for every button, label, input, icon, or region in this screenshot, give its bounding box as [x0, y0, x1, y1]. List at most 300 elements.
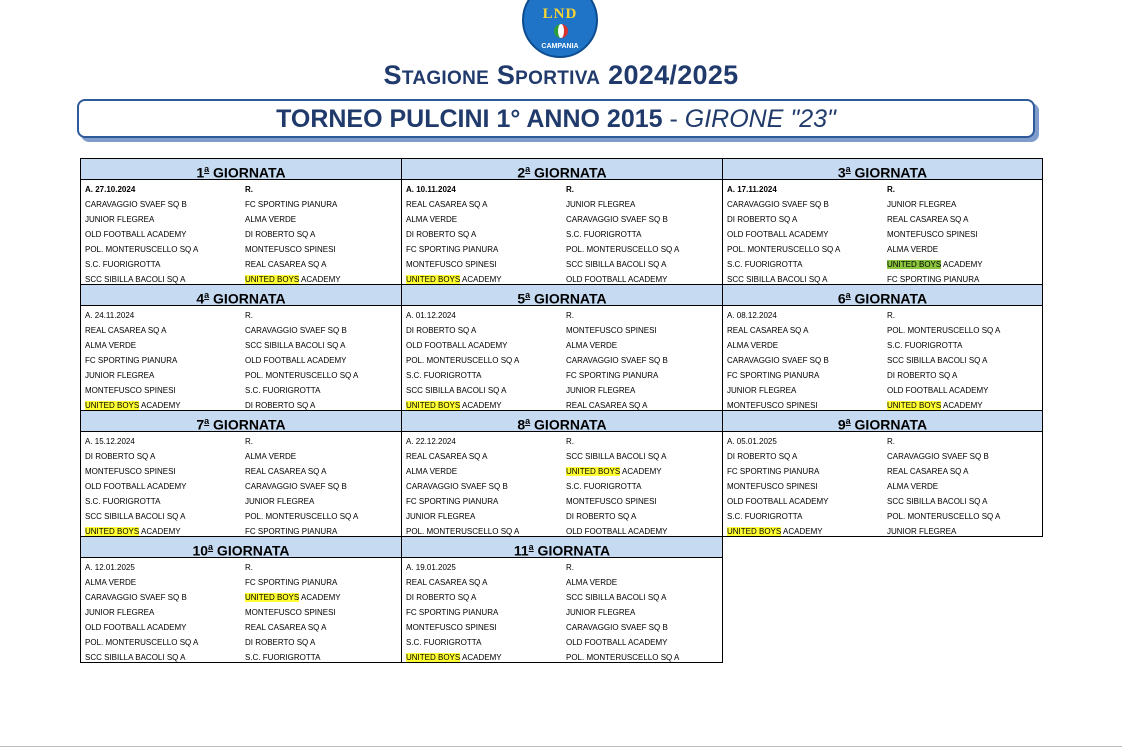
team-name-rest: ACADEMY	[299, 275, 341, 284]
date-row	[81, 182, 401, 197]
away-team: MONTEFUSCO SPINESI	[566, 497, 657, 506]
round-date: A. 17.11.2024	[727, 185, 777, 194]
match-row	[723, 383, 1042, 398]
round-matches	[81, 434, 401, 539]
home-team: CARAVAGGIO SVAEF SQ B	[85, 593, 187, 602]
away-team: FC SPORTING PIANURA	[245, 527, 338, 536]
match-row	[81, 242, 401, 257]
away-team: ALMA VERDE	[245, 452, 297, 461]
home-team: DI ROBERTO SQ A	[727, 215, 798, 224]
round-word: GIORNATA	[209, 164, 286, 181]
round-matches	[402, 560, 722, 665]
away-team: REAL CASAREA SQ A	[245, 623, 327, 632]
home-team: S.C. FUORIGROTTA	[85, 497, 161, 506]
home-team: MONTEFUSCO SPINESI	[406, 260, 497, 269]
date-row	[81, 434, 401, 449]
round-4	[80, 284, 402, 411]
round-ordinal: a	[525, 164, 531, 174]
home-team: DI ROBERTO SQ A	[406, 593, 477, 602]
home-team: REAL CASAREA SQ A	[406, 578, 488, 587]
away-team: DI ROBERTO SQ A	[245, 638, 316, 647]
away-team: REAL CASAREA SQ A	[245, 467, 327, 476]
date-row	[81, 308, 401, 323]
round-header	[723, 411, 1042, 432]
highlighted-team: UNITED BOYS	[887, 260, 942, 269]
logo-ball-icon	[554, 24, 568, 38]
round-matches	[81, 308, 401, 413]
team-name-rest: ACADEMY	[460, 653, 502, 662]
round-matches	[723, 182, 1042, 287]
match-row	[81, 650, 401, 665]
match-row	[81, 323, 401, 338]
match-row	[402, 620, 722, 635]
round-number: 6	[837, 290, 846, 307]
away-team: SCC SIBILLA BACOLI SQ A	[245, 341, 346, 350]
tournament-separator: -	[669, 105, 678, 133]
match-row	[723, 524, 1042, 539]
round-number: 3	[837, 164, 846, 181]
away-team: JUNIOR FLEGREA	[245, 497, 315, 506]
return-label: R.	[566, 437, 574, 446]
home-team: DI ROBERTO SQ A	[406, 326, 477, 335]
match-row	[402, 509, 722, 524]
date-row	[402, 308, 722, 323]
round-ordinal: a	[845, 416, 851, 426]
home-team: JUNIOR FLEGREA	[85, 371, 155, 380]
away-team: DI ROBERTO SQ A	[566, 512, 637, 521]
round-ordinal: a	[845, 290, 851, 300]
home-team: SCC SIBILLA BACOLI SQ A	[85, 512, 186, 521]
home-team	[723, 524, 883, 539]
match-row	[723, 353, 1042, 368]
home-team: ALMA VERDE	[727, 341, 779, 350]
away-team: FC SPORTING PIANURA	[245, 578, 338, 587]
round-date: A. 24.11.2024	[85, 311, 135, 320]
team-name-rest: ACADEMY	[299, 593, 341, 602]
date-row	[723, 308, 1042, 323]
round-ordinal: a	[204, 416, 210, 426]
round-word: GIORNATA	[530, 164, 607, 181]
match-row	[81, 590, 401, 605]
away-team: DI ROBERTO SQ A	[887, 371, 958, 380]
match-row	[81, 575, 401, 590]
round-header	[81, 411, 401, 432]
home-team: ALMA VERDE	[85, 578, 137, 587]
away-team: JUNIOR FLEGREA	[566, 200, 636, 209]
return-label: R.	[566, 563, 574, 572]
match-row	[402, 464, 722, 479]
away-team: CARAVAGGIO SVAEF SQ B	[245, 326, 347, 335]
round-word: GIORNATA	[213, 542, 290, 559]
away-team: ALMA VERDE	[245, 215, 297, 224]
away-team: OLD FOOTBALL ACADEMY	[566, 638, 668, 647]
team-name-rest: ACADEMY	[460, 275, 502, 284]
home-team: CARAVAGGIO SVAEF SQ B	[406, 482, 508, 491]
team-name-rest: ACADEMY	[139, 401, 181, 410]
home-team: CARAVAGGIO SVAEF SQ B	[727, 200, 829, 209]
round-ordinal: a	[204, 290, 210, 300]
round-matches	[402, 182, 722, 287]
round-3	[722, 158, 1043, 285]
highlighted-team: UNITED BOYS	[406, 653, 461, 662]
away-team: S.C. FUORIGROTTA	[245, 386, 321, 395]
highlighted-team: UNITED BOYS	[406, 275, 461, 284]
home-team: S.C. FUORIGROTTA	[727, 260, 803, 269]
home-team: MONTEFUSCO SPINESI	[85, 467, 176, 476]
return-label: R.	[245, 437, 253, 446]
date-row	[723, 434, 1042, 449]
match-row	[402, 383, 722, 398]
home-team: FC SPORTING PIANURA	[85, 356, 178, 365]
home-team: POL. MONTERUSCELLO SQ A	[406, 356, 520, 365]
round-number: 11	[513, 542, 529, 559]
away-team: POL. MONTERUSCELLO SQ A	[887, 326, 1001, 335]
home-team: REAL CASAREA SQ A	[727, 326, 809, 335]
home-team: ALMA VERDE	[406, 467, 458, 476]
home-team: JUNIOR FLEGREA	[85, 215, 155, 224]
round-date: A. 19.01.2025	[406, 563, 456, 572]
round-word: GIORNATA	[209, 416, 286, 433]
round-matches	[402, 434, 722, 539]
home-team: SCC SIBILLA BACOLI SQ A	[727, 275, 828, 284]
match-row	[723, 494, 1042, 509]
away-team: OLD FOOTBALL ACADEMY	[566, 275, 668, 284]
home-team: POL. MONTERUSCELLO SQ A	[85, 638, 199, 647]
match-row	[81, 494, 401, 509]
away-team: SCC SIBILLA BACOLI SQ A	[566, 593, 667, 602]
match-row	[81, 605, 401, 620]
return-label: R.	[566, 185, 574, 194]
highlighted-team: UNITED BOYS	[566, 467, 621, 476]
round-word: GIORNATA	[850, 164, 928, 181]
away-team: ALMA VERDE	[887, 482, 939, 491]
away-team: S.C. FUORIGROTTA	[566, 482, 642, 491]
away-team: S.C. FUORIGROTTA	[245, 653, 321, 662]
home-team: S.C. FUORIGROTTA	[85, 260, 161, 269]
return-label: R.	[245, 563, 253, 572]
home-team: S.C. FUORIGROTTA	[406, 371, 482, 380]
home-team: FC SPORTING PIANURA	[406, 497, 499, 506]
away-team: DI ROBERTO SQ A	[245, 230, 316, 239]
home-team: OLD FOOTBALL ACADEMY	[727, 230, 829, 239]
match-row	[402, 257, 722, 272]
round-6	[722, 284, 1043, 411]
home-team: SCC SIBILLA BACOLI SQ A	[85, 653, 186, 662]
round-word: GIORNATA	[533, 542, 611, 559]
away-team: ALMA VERDE	[566, 341, 618, 350]
fixtures-grid	[80, 158, 1042, 662]
away-team: FC SPORTING PIANURA	[887, 275, 980, 284]
round-word: GIORNATA	[530, 416, 607, 433]
round-matches	[81, 182, 401, 287]
group-value: "23"	[790, 105, 836, 133]
round-date: A. 10.11.2024	[406, 185, 456, 194]
team-name-rest: ACADEMY	[781, 527, 823, 536]
away-team: SCC SIBILLA BACOLI SQ A	[887, 497, 988, 506]
date-row	[402, 560, 722, 575]
match-row	[402, 635, 722, 650]
away-team: POL. MONTERUSCELLO SQ A	[887, 512, 1001, 521]
home-team: FC SPORTING PIANURA	[727, 467, 820, 476]
match-row	[402, 323, 722, 338]
home-team: MONTEFUSCO SPINESI	[85, 386, 176, 395]
round-number: 2	[517, 164, 526, 181]
round-header	[81, 159, 401, 180]
round-9	[722, 410, 1043, 537]
highlighted-team: UNITED BOYS	[245, 593, 300, 602]
round-matches	[81, 560, 401, 665]
match-row	[402, 227, 722, 242]
round-date: A. 27.10.2024	[85, 185, 136, 194]
match-row	[402, 353, 722, 368]
away-team: REAL CASAREA SQ A	[566, 401, 648, 410]
round-7	[80, 410, 402, 537]
home-team: OLD FOOTBALL ACADEMY	[85, 623, 187, 632]
match-row	[81, 368, 401, 383]
match-row	[81, 635, 401, 650]
round-header	[81, 285, 401, 306]
round-ordinal: a	[208, 542, 214, 552]
away-team: MONTEFUSCO SPINESI	[566, 326, 657, 335]
away-team: JUNIOR FLEGREA	[566, 608, 636, 617]
round-word: GIORNATA	[209, 290, 286, 307]
round-word: GIORNATA	[850, 416, 928, 433]
round-number: 9	[837, 416, 846, 433]
team-name-rest: ACADEMY	[139, 527, 181, 536]
home-team: REAL CASAREA SQ A	[406, 452, 488, 461]
match-row	[81, 449, 401, 464]
away-team: CARAVAGGIO SVAEF SQ B	[566, 215, 668, 224]
away-team: SCC SIBILLA BACOLI SQ A	[566, 260, 667, 269]
match-row	[723, 368, 1042, 383]
home-team: S.C. FUORIGROTTA	[406, 638, 482, 647]
away-team: OLD FOOTBALL ACADEMY	[566, 527, 668, 536]
round-matches	[723, 308, 1042, 413]
round-header	[402, 285, 722, 306]
away-team	[883, 257, 1042, 272]
date-row	[402, 182, 722, 197]
tournament-banner	[77, 99, 1035, 138]
match-row	[402, 449, 722, 464]
away-team: OLD FOOTBALL ACADEMY	[245, 356, 347, 365]
away-team: SCC SIBILLA BACOLI SQ A	[566, 452, 667, 461]
round-header	[723, 285, 1042, 306]
match-row	[723, 197, 1042, 212]
home-team: REAL CASAREA SQ A	[85, 326, 167, 335]
home-team: CARAVAGGIO SVAEF SQ B	[85, 200, 187, 209]
home-team: DI ROBERTO SQ A	[727, 452, 798, 461]
match-row	[402, 590, 722, 605]
home-team: DI ROBERTO SQ A	[406, 230, 477, 239]
tournament-title: TORNEO PULCINI 1° ANNO 2015	[276, 105, 663, 133]
match-row	[81, 464, 401, 479]
match-row	[723, 227, 1042, 242]
match-row	[81, 509, 401, 524]
round-date: A. 15.12.2024	[85, 437, 135, 446]
return-label: R.	[887, 311, 895, 320]
match-row	[402, 494, 722, 509]
home-team: FC SPORTING PIANURA	[406, 245, 499, 254]
away-team: POL. MONTERUSCELLO SQ A	[245, 512, 359, 521]
home-team: ALMA VERDE	[85, 341, 137, 350]
highlighted-team: UNITED BOYS	[85, 401, 140, 410]
match-row	[402, 338, 722, 353]
match-row	[723, 242, 1042, 257]
away-team: MONTEFUSCO SPINESI	[245, 245, 336, 254]
round-date: A. 08.12.2024	[727, 311, 777, 320]
round-date: A. 12.01.2025	[85, 563, 135, 572]
away-team: POL. MONTERUSCELLO SQ A	[245, 371, 359, 380]
round-header	[402, 411, 722, 432]
match-row	[402, 479, 722, 494]
round-date: A. 01.12.2024	[406, 311, 456, 320]
home-team: OLD FOOTBALL ACADEMY	[406, 341, 508, 350]
date-row	[723, 182, 1042, 197]
away-team: FC SPORTING PIANURA	[245, 200, 338, 209]
round-number: 8	[517, 416, 526, 433]
away-team: DI ROBERTO SQ A	[245, 401, 316, 410]
home-team: JUNIOR FLEGREA	[85, 608, 155, 617]
away-team: JUNIOR FLEGREA	[887, 200, 957, 209]
away-team: ALMA VERDE	[566, 578, 618, 587]
home-team: FC SPORTING PIANURA	[406, 608, 499, 617]
match-row	[402, 605, 722, 620]
round-number: 10	[192, 542, 209, 559]
match-row	[81, 353, 401, 368]
team-name-rest: ACADEMY	[620, 467, 662, 476]
round-ordinal: a	[845, 164, 851, 174]
away-team: MONTEFUSCO SPINESI	[245, 608, 336, 617]
round-number: 4	[196, 290, 205, 307]
return-label: R.	[245, 185, 253, 194]
away-team: CARAVAGGIO SVAEF SQ B	[566, 623, 668, 632]
match-row	[81, 257, 401, 272]
home-team: POL. MONTERUSCELLO SQ A	[406, 527, 520, 536]
date-row	[81, 560, 401, 575]
match-row	[723, 464, 1042, 479]
match-row	[723, 257, 1042, 272]
match-row	[402, 650, 722, 665]
match-row	[81, 338, 401, 353]
match-row	[81, 383, 401, 398]
home-team: POL. MONTERUSCELLO SQ A	[727, 245, 841, 254]
page-bottom-divider	[0, 746, 1122, 747]
home-team: JUNIOR FLEGREA	[406, 512, 476, 521]
match-row	[81, 227, 401, 242]
lnd-logo	[522, 0, 598, 58]
home-team: OLD FOOTBALL ACADEMY	[85, 230, 187, 239]
home-team: MONTEFUSCO SPINESI	[727, 401, 818, 410]
return-label: R.	[887, 185, 895, 194]
home-team: MONTEFUSCO SPINESI	[727, 482, 818, 491]
round-header	[402, 159, 722, 180]
match-row	[81, 197, 401, 212]
match-row	[402, 575, 722, 590]
match-row	[723, 479, 1042, 494]
away-team: POL. MONTERUSCELLO SQ A	[566, 653, 680, 662]
home-team: DI ROBERTO SQ A	[85, 452, 156, 461]
away-team: CARAVAGGIO SVAEF SQ B	[887, 452, 989, 461]
match-row	[723, 212, 1042, 227]
away-team: SCC SIBILLA BACOLI SQ A	[887, 356, 988, 365]
round-number: 5	[517, 290, 526, 307]
return-label: R.	[245, 311, 253, 320]
round-matches	[723, 434, 1042, 539]
away-team: REAL CASAREA SQ A	[887, 215, 969, 224]
round-word: GIORNATA	[530, 290, 607, 307]
round-5	[401, 284, 723, 411]
home-team: SCC SIBILLA BACOLI SQ A	[85, 275, 186, 284]
highlighted-team: UNITED BOYS	[406, 401, 461, 410]
match-row	[723, 449, 1042, 464]
round-date: A. 22.12.2024	[406, 437, 456, 446]
home-team: REAL CASAREA SQ A	[406, 200, 488, 209]
round-word: GIORNATA	[850, 290, 928, 307]
group-label: GIRONE	[684, 105, 784, 133]
home-team	[402, 650, 562, 665]
away-team: OLD FOOTBALL ACADEMY	[887, 386, 989, 395]
match-row	[723, 509, 1042, 524]
date-row	[402, 434, 722, 449]
away-team: JUNIOR FLEGREA	[887, 527, 957, 536]
away-team: CARAVAGGIO SVAEF SQ B	[566, 356, 668, 365]
round-header	[81, 537, 401, 558]
logo-region: CAMPANIA	[541, 43, 579, 50]
match-row	[81, 479, 401, 494]
round-number: 1	[196, 164, 205, 181]
round-ordinal: a	[525, 290, 531, 300]
highlighted-team: UNITED BOYS	[85, 527, 140, 536]
round-date: A. 05.01.2025	[727, 437, 777, 446]
away-team: REAL CASAREA SQ A	[887, 467, 969, 476]
match-row	[81, 212, 401, 227]
away-team: CARAVAGGIO SVAEF SQ B	[245, 482, 347, 491]
match-row	[723, 338, 1042, 353]
away-team: S.C. FUORIGROTTA	[887, 341, 963, 350]
match-row	[402, 368, 722, 383]
round-header	[402, 537, 722, 558]
round-matches	[402, 308, 722, 413]
home-team: MONTEFUSCO SPINESI	[406, 623, 497, 632]
logo-text: LND	[542, 6, 578, 22]
away-team: ALMA VERDE	[887, 245, 939, 254]
match-row	[402, 197, 722, 212]
home-team: OLD FOOTBALL ACADEMY	[727, 497, 829, 506]
round-10	[80, 536, 402, 663]
match-row	[402, 242, 722, 257]
home-team: OLD FOOTBALL ACADEMY	[85, 482, 187, 491]
round-ordinal: a	[525, 416, 531, 426]
round-ordinal: a	[528, 542, 534, 552]
highlighted-team: UNITED BOYS	[887, 401, 942, 410]
away-team: MONTEFUSCO SPINESI	[887, 230, 978, 239]
team-name-rest: ACADEMY	[941, 260, 983, 269]
round-ordinal: a	[204, 164, 210, 174]
away-team: REAL CASAREA SQ A	[245, 260, 327, 269]
away-team: S.C. FUORIGROTTA	[566, 230, 642, 239]
match-row	[723, 323, 1042, 338]
away-team: JUNIOR FLEGREA	[566, 386, 636, 395]
match-row	[81, 620, 401, 635]
home-team: POL. MONTERUSCELLO SQ A	[85, 245, 199, 254]
round-2	[401, 158, 723, 285]
team-name-rest: ACADEMY	[460, 401, 502, 410]
round-number: 7	[196, 416, 205, 433]
home-team: S.C. FUORIGROTTA	[727, 512, 803, 521]
home-team: FC SPORTING PIANURA	[727, 371, 820, 380]
away-team	[562, 464, 722, 479]
away-team: POL. MONTERUSCELLO SQ A	[566, 245, 680, 254]
